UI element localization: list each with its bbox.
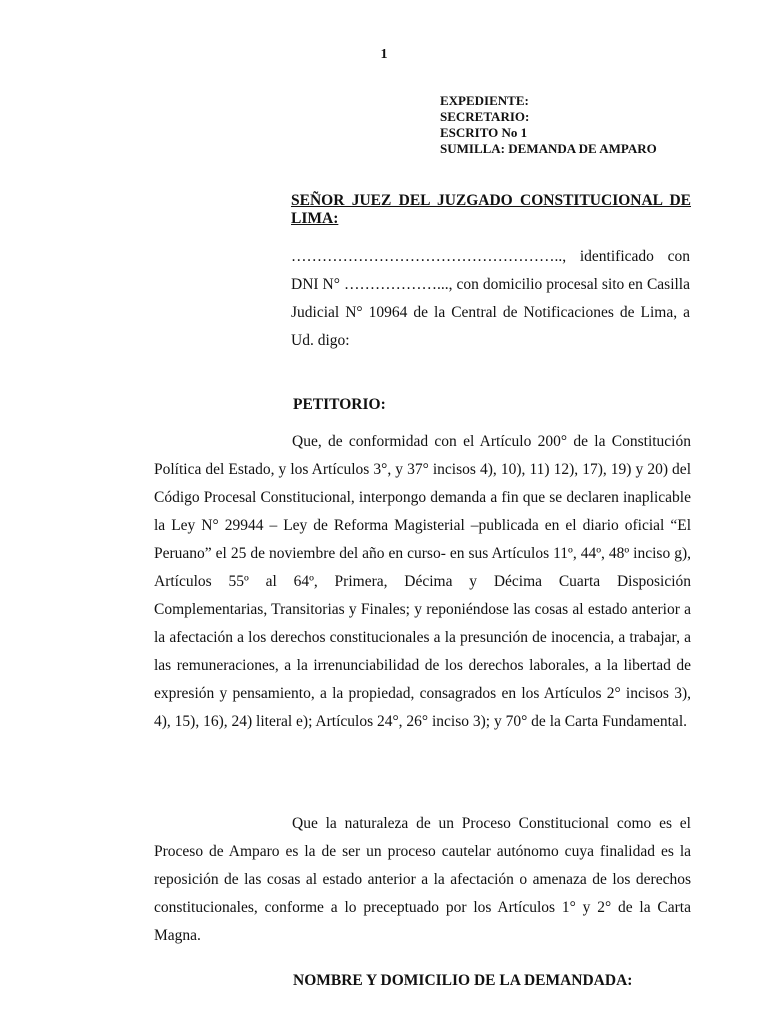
expediente-label: EXPEDIENTE: xyxy=(440,93,529,108)
addressee: SEÑOR JUEZ DEL JUZGADO CONSTITUCIONAL DE LIMA: xyxy=(291,192,691,227)
demandada-heading: NOMBRE Y DOMICILIO DE LA DEMANDADA: xyxy=(293,972,633,989)
intro-paragraph: …………………………………………….., identificado con DNI N° ………………..., con domicilio procesal sito en Casilla Judicial N° 10964 de la Central de Notificaciones de Lima, a Ud. digo: xyxy=(291,248,690,349)
secretario-label: SECRETARIO: xyxy=(440,109,530,124)
page-number: 1 xyxy=(380,47,388,62)
case-header xyxy=(440,93,657,157)
sumilla-label: SUMILLA: DEMANDA DE AMPARO xyxy=(440,141,657,156)
petitorio-paragraph-1: Que, de conformidad con el Artículo 200° de la Constitución Política del Estado, y los Artículos 3°, y 37° incisos 4), 10), 11) 12), 17), 19) y 20) del Código Procesal Constitucional, interpongo demanda a fin que se declaren inaplicable la Ley N° 29944 – Ley de Reforma Magisterial –publicada en el diario oficial “El Peruano” el 25 de noviembre del año en curso- en sus Artículos 11º, 44º, 48º inciso g), Artículos 55º al 64º, Primera, Décima y Décima Cuarta Disposición Complementarias, Transitorias y Finales; y reponiéndose las cosas al estado anterior a la afectación a los derechos constitucionales a la presunción de inocencia, a trabajar, a las remuneraciones, a la irrenunciabilidad de los derechos laborales, a la libertad de expresión y pensamiento, a la propiedad, consagrados en los Artículos 2° incisos 3), 4), 15), 16), 24) literal e); Artículos 24°, 26° inciso 3); y 70° de la Carta Fundamental. xyxy=(154,433,691,730)
petitorio-paragraph-2: Que la naturaleza de un Proceso Constitucional como es el Proceso de Amparo es la de ser un proceso cautelar autónomo cuya finalidad es la reposición de las cosas al estado anterior a la afectación o amenaza de los derechos constitucionales, conforme a lo preceptuado por los Artículos 1° y 2° de la Carta Magna. xyxy=(154,815,691,944)
petitorio-heading: PETITORIO: xyxy=(293,396,386,413)
escrito-label: ESCRITO No 1 xyxy=(440,125,528,140)
